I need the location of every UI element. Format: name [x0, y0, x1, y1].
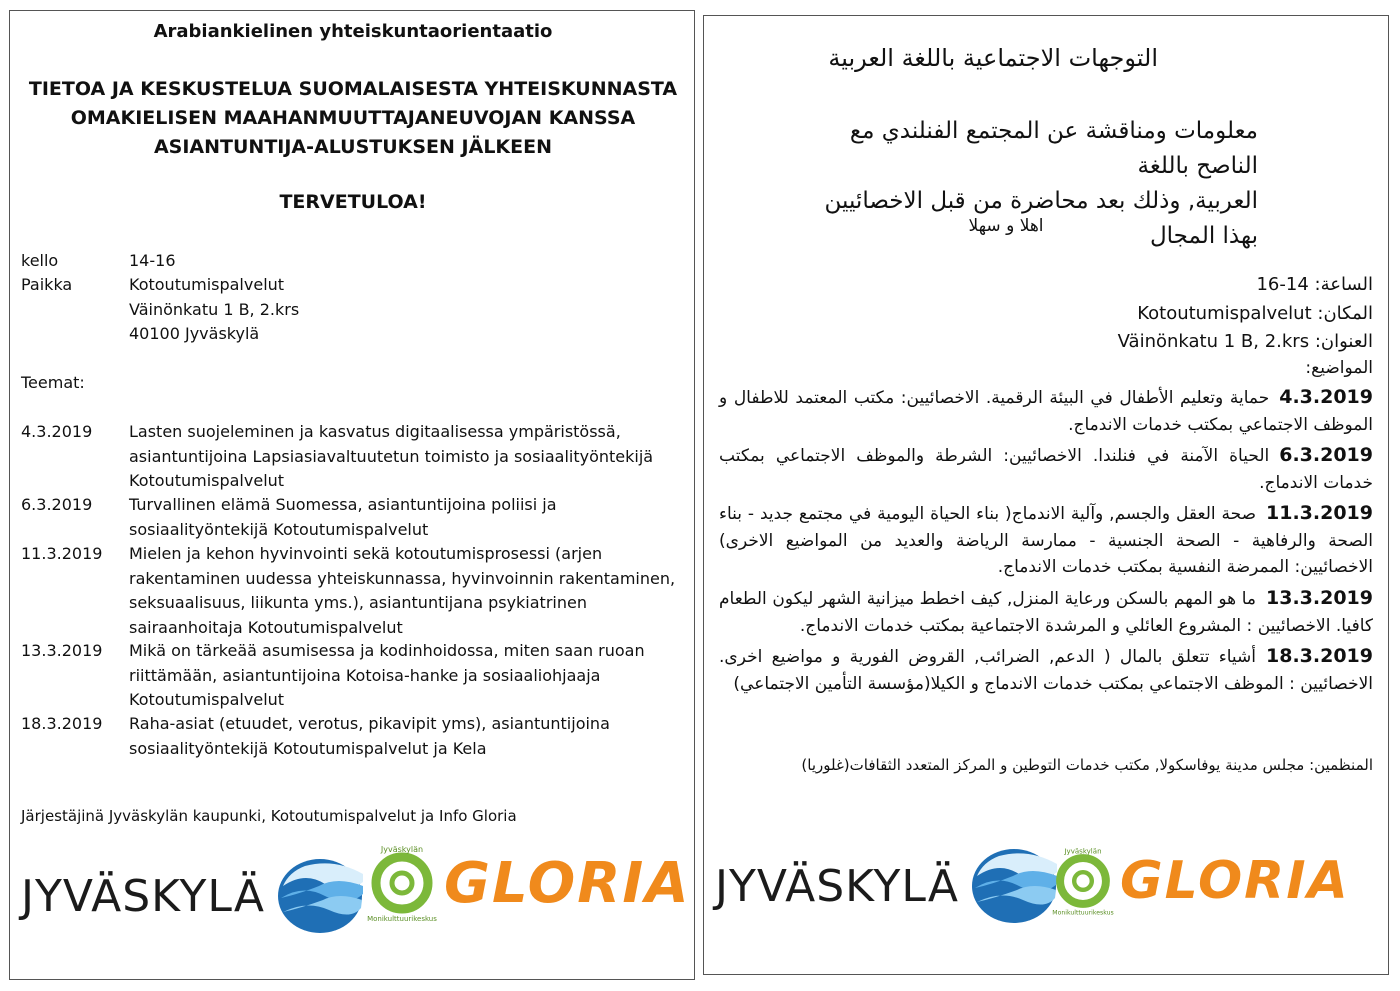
fi-topic-line: Mielen ja kehon hyvinvointi sekä kotoutumisprosessi (arjen — [129, 544, 603, 563]
gloria-ring-bottom: Monikulttuurikeskus — [367, 915, 437, 923]
fi-topic-row — [21, 542, 686, 640]
fi-place-line: 40100 Jyväskylä — [129, 324, 260, 343]
gloria-ring-icon — [1046, 844, 1120, 918]
fi-topic-line: sairaanhoitaja Kotoutumispalvelut — [129, 617, 403, 637]
ar-topic-date: 11.3.2019 — [1266, 502, 1373, 524]
fi-place-line: Väinönkatu 1 B, 2.krs — [129, 299, 300, 319]
ar-organizers: المنظمين: مجلس مدينة يوفاسكولا, مكتب خدمات التوطين و المركز المتعدد الثقافات(غلوريا) — [801, 756, 1373, 774]
fi-time-label: kello — [21, 251, 59, 270]
fi-topic-line: Raha-asiat (etuudet, verotus, pikavipit yms), asiantuntijoina — [129, 714, 610, 733]
gloria-logo — [360, 841, 691, 925]
ar-subtitle-line: معلومات ومناقشة عن المجتمع الفنلندي مع الناصح باللغة — [849, 118, 1258, 179]
jyvaskyla-wordmark: JYVÄSKYLÄ — [715, 860, 959, 912]
fi-place-label: Paikka — [21, 275, 73, 294]
fi-heading-line: OMAKIELISEN MAAHANMUUTTAJANEUVOJAN KANSSA — [70, 107, 636, 129]
fi-heading-line: ASIANTUNTIJA-ALUSTUKSEN JÄLKEEN — [153, 136, 553, 158]
ar-topic-text: صحة العقل والجسم, وآلية الاندماج( بناء الحياة اليومية في مجتمع جديد - بناء الصحة والرفاهية - الصحة الجنسية - ممارسة الرياضة والعديد من المواضيع الاخرى) الاخصائيين: الممرضة النفسية بمكتب خدمات الاندماج. — [719, 504, 1373, 577]
gloria-ring-top: Jyväskylän — [1064, 846, 1102, 856]
gloria-ring-bottom: Monikulttuurikeskus — [1052, 909, 1114, 917]
ar-topic — [719, 643, 1373, 697]
fi-place-row — [21, 273, 686, 347]
ar-time-row — [719, 272, 1373, 297]
fi-time-value: 14-16 — [129, 251, 176, 270]
fi-title: Arabiankielinen yhteiskuntaorientaatio — [153, 21, 553, 42]
fi-topic-row — [21, 493, 686, 542]
jyvaskyla-logo — [715, 846, 1059, 926]
fi-topic-text — [129, 420, 686, 494]
ar-topic — [719, 500, 1373, 581]
fi-topic-date: 4.3.2019 — [21, 422, 93, 441]
fi-time-row — [21, 249, 686, 274]
ar-subtitle-line: العربية, وذلك بعد محاضرة من قبل الاخصائيين بهذا المجال — [824, 188, 1258, 249]
fi-topic-line: seksuaalisuus, liikunta yms.), asiantuntijana psykiatrinen — [129, 593, 587, 612]
ar-address-value: Väinönkatu 1 B, 2.krs — [1117, 331, 1310, 352]
fi-topic-line: riittämään, asiantuntijoina Kotoisa-hanke ja sosiaaliohjaaja — [129, 665, 601, 685]
gloria-wordmark: GLORIA — [444, 850, 691, 916]
fi-topic-line: Turvallinen elämä Suomessa, asiantuntijoina poliisi ja — [129, 495, 557, 514]
ar-welcome: اهلا و سهلا — [968, 216, 1044, 236]
fi-heading — [10, 75, 696, 162]
ar-topic — [719, 585, 1373, 639]
ar-address-row — [719, 329, 1373, 354]
ar-address-label: العنوان: — [1314, 331, 1373, 352]
fi-topic-line: Lasten suojeleminen ja kasvatus digitaalisessa ympäristössä, — [129, 422, 621, 441]
jyvaskyla-wave-icon — [275, 856, 365, 936]
gloria-wordmark: GLORIA — [1120, 851, 1350, 911]
ar-place-value: Kotoutumispalvelut — [1137, 303, 1312, 324]
fi-topic-line: Kotoutumispalvelut — [129, 690, 285, 709]
fi-topic-line: Mikä on tärkeää asumisessa ja kodinhoidossa, miten saan ruoan — [129, 641, 645, 660]
ar-topic — [719, 442, 1373, 496]
fi-topic-line: asiantuntijoina Lapsiasiavaltuutetun toimisto ja sosiaalityöntekijä — [129, 446, 654, 466]
fi-place-line: Kotoutumispalvelut — [129, 275, 285, 294]
fi-topic-date: 13.3.2019 — [21, 641, 103, 660]
fi-topic-row — [21, 420, 686, 494]
ar-topic-text: الحياة الآمنة في فنلندا. الاخصائيين: الشرطة والموظف الاجتماعي بمكتب خدمات الاندماج. — [719, 446, 1373, 493]
fi-topic-date: 6.3.2019 — [21, 495, 93, 514]
finnish-flyer — [9, 10, 695, 980]
fi-topics-label — [21, 371, 686, 396]
arabic-flyer — [703, 15, 1389, 975]
fi-topic-row — [21, 712, 686, 761]
fi-heading-line: TIETOA JA KESKUSTELUA SUOMALAISESTA YHTEISKUNNASTA — [28, 78, 678, 100]
fi-topic-line: Kotoutumispalvelut — [129, 471, 285, 490]
fi-organizers — [21, 807, 686, 825]
ar-topic-text: حماية وتعليم الأطفال في البيئة الرقمية. الاخصائيين: مكتب المعتمد للاطفال و الموظف الاجتماعي بمكتب خدمات الاندماج. — [719, 388, 1373, 435]
ar-topics-label: المواضيع: — [1305, 358, 1373, 378]
fi-topic-date: 11.3.2019 — [21, 544, 103, 563]
ar-topic-date: 13.3.2019 — [1266, 587, 1373, 609]
fi-topic-text — [129, 542, 686, 640]
fi-topic-line: sosiaalityöntekijä Kotoutumispalvelut — [129, 519, 429, 539]
fi-organizers-text: Järjestäjinä Jyväskylän kaupunki, Kotoutumispalvelut ja Info Gloria — [21, 807, 517, 825]
fi-place-value — [129, 273, 686, 347]
ar-place-label: المكان: — [1317, 303, 1373, 324]
fi-welcome: TERVETULOA! — [279, 191, 427, 213]
fi-topic-row — [21, 639, 686, 713]
fi-topic-text — [129, 639, 686, 713]
ar-topic-date: 4.3.2019 — [1279, 386, 1373, 408]
ar-topic-text: ما هو المهم بالسكن ورعاية المنزل, كيف اخطط ميزانية الشهر ليكون الطعام كافيا. الاخصائيين : المشروع العائلي و المرشدة الاجتماعية بمكتب خدمات الاندماج. — [719, 589, 1373, 636]
gloria-logo — [1046, 844, 1350, 918]
jyvaskyla-logo — [21, 856, 365, 936]
ar-title: التوجهات الاجتماعية باللغة العربية — [828, 44, 1158, 72]
ar-time-label: الساعة: — [1314, 274, 1373, 295]
ar-time-value: 16-14 — [1256, 274, 1309, 295]
fi-topic-line: sosiaalityöntekijä Kotoutumispalvelut ja Kela — [129, 738, 487, 758]
fi-topic-date: 18.3.2019 — [21, 714, 103, 733]
ar-place-row — [719, 301, 1373, 326]
fi-topics-label-text: Teemat: — [21, 373, 85, 392]
ar-topic-date: 18.3.2019 — [1266, 645, 1373, 667]
gloria-ring-icon — [360, 841, 444, 925]
jyvaskyla-wordmark: JYVÄSKYLÄ — [21, 870, 265, 922]
ar-topic — [719, 384, 1373, 438]
fi-topic-line: rakentaminen uudessa yhteiskunnassa, hyvinvoinnin rakentaminen, — [129, 568, 676, 588]
fi-topic-text — [129, 712, 686, 761]
gloria-ring-top: Jyväskylän — [380, 845, 424, 854]
fi-topic-text — [129, 493, 686, 542]
ar-topic-text: أشياء تتعلق بالمال ( الدعم, الضرائب, القروض الفورية و مواضيع اخرى. الاخصائيين : الموظف الاجتماعي بمكتب خدمات الاندماج و الكيلا(مؤسسة التأمين الاجتماعي) — [719, 647, 1373, 694]
ar-topic-date: 6.3.2019 — [1279, 444, 1373, 466]
